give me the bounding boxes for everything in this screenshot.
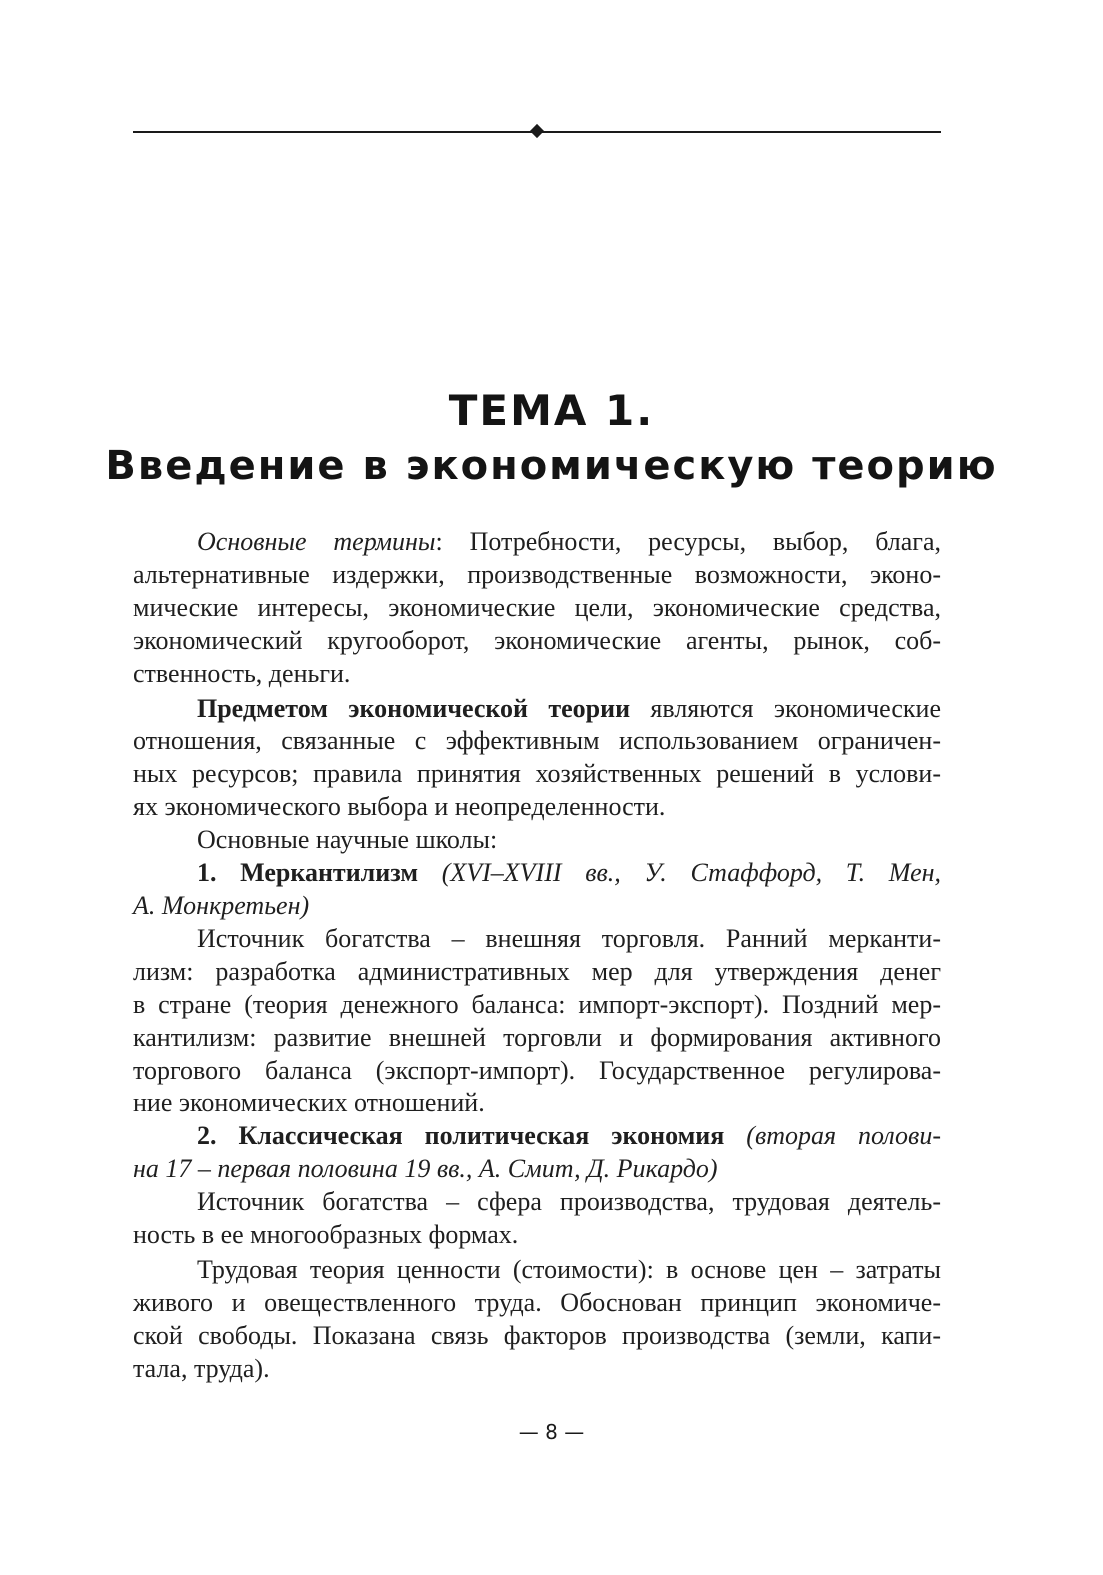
terms-line-4: экономический кругооборот, экономические агенты, рынок, соб- [133,625,941,655]
school2-heading [133,1120,941,1153]
school2-meta-2: на 17 – первая половина 19 вв., А. Смит, Д. Рикардо) [133,1154,718,1184]
terms-colon: : [435,527,443,556]
school2-title: 2. Классическая политическая экономия [197,1121,725,1151]
school2-extra-4: тала, труда). [133,1353,270,1383]
school1-meta-1: (XVI–XVIII вв., У. Стаффорд, Т. Мен, [441,858,942,888]
terms-line-1 [133,526,941,559]
school1-desc-3: в стране (теория денежного баланса: импорт-экспорт). Поздний мер- [133,989,941,1019]
chapter-number: ТЕМА 1. [448,386,655,435]
subject-line-2: отношения, связанные с эффективным использованием ограничен- [133,726,941,756]
terms-text-1: Потребности, ресурсы, выбор, блага, [469,527,942,556]
school1-desc-2: лизм: разработка административных мер для утверждения денег [133,956,941,986]
subject-line-3: ных ресурсов; правила принятия хозяйственных решений в услови- [133,759,941,789]
schools-intro: Основные научные школы: [197,825,498,855]
terms-line-5: ственность, деньги. [133,658,351,688]
school1-meta-2: А. Монкретьен) [133,890,310,920]
school1-title: 1. Меркантилизм [197,858,419,888]
school2-meta-1: (вторая полови- [746,1121,942,1151]
school1-desc-5: торгового баланса (экспорт-импорт). Государственное регулирова- [133,1055,941,1085]
school2-extra-3: ской свободы. Показана связь факторов производства (земли, капи- [133,1320,941,1350]
school2-extra-2: живого и овеществленного труда. Обоснован принцип экономиче- [133,1287,941,1317]
school2-desc-2: ность в ее многообразных формах. [133,1220,519,1250]
diamond-ornament-icon [530,124,544,138]
page-number: — 8 — [518,1420,585,1444]
subject-line-4: ях экономического выбора и неопределенности. [133,792,666,822]
school2-desc-1: Источник богатства – сфера производства, трудовая деятель- [197,1187,941,1217]
school1-desc-1: Источник богатства – внешняя торговля. Ранний мерканти- [197,923,941,953]
school1-desc-4: кантилизм: развитие внешней торговли и формирования активного [133,1022,941,1052]
school1-heading [133,857,941,890]
school2-extra-1: Трудовая теория ценности (стоимости): в основе цен – затраты [197,1254,941,1284]
subject-text-1: являются экономические [650,693,941,723]
school1-desc-6: ние экономических отношений. [133,1088,485,1118]
chapter-title: Введение в экономическую теорию [105,443,998,489]
terms-label: Основные термины [197,527,436,556]
subject-line-1 [133,693,941,726]
terms-line-2: альтернативные издержки, производственные возможности, эконо- [133,559,941,589]
subject-bold: Предметом экономической теории [197,693,631,723]
terms-line-3: мические интересы, экономические цели, экономические средства, [133,592,941,622]
body-text [133,526,941,1386]
